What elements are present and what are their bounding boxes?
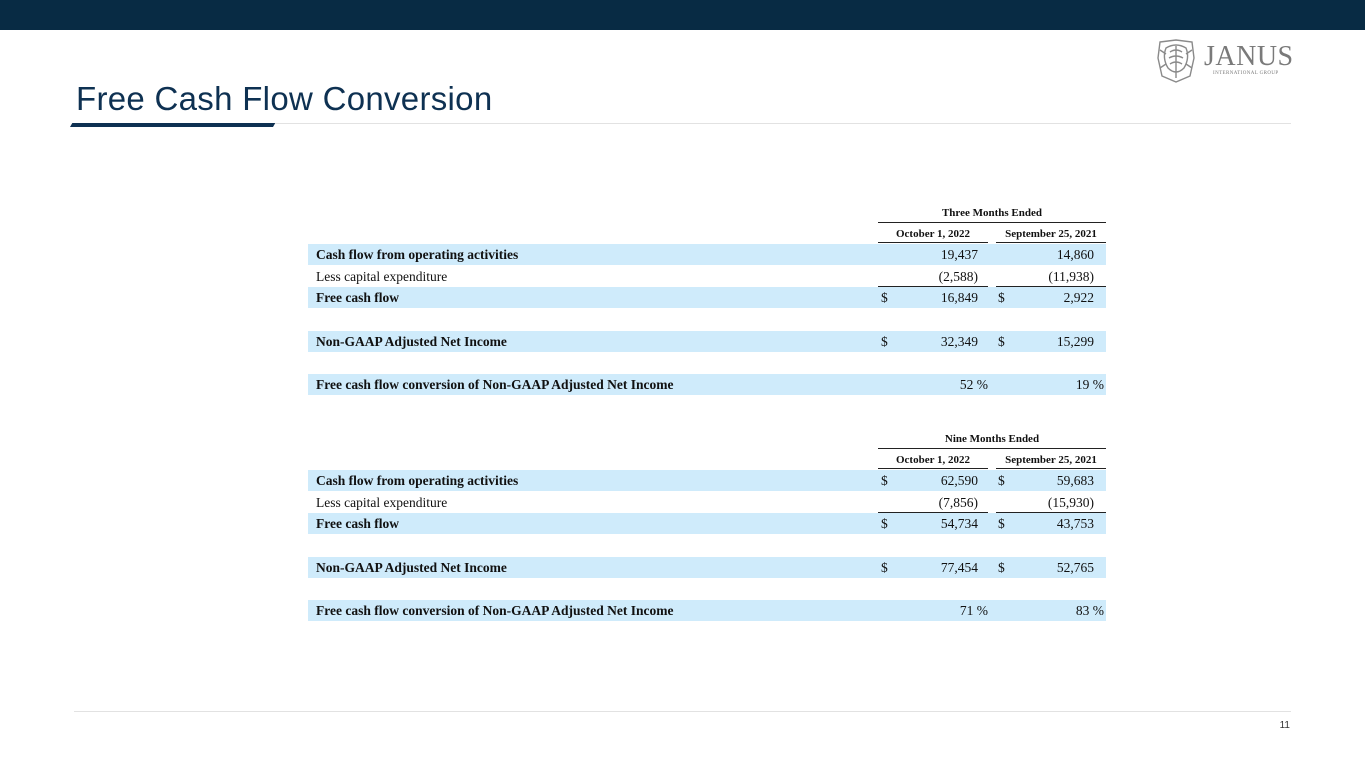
- table-row: [308, 331, 1106, 352]
- value-cell: 32,349: [940, 334, 978, 349]
- value-cell: 59,683: [1056, 473, 1094, 488]
- page-number: 11: [1279, 720, 1290, 731]
- row-label: Free cash flow conversion of Non-GAAP Adjusted Net Income: [316, 377, 674, 392]
- value-cell: 52 %: [959, 377, 988, 392]
- period-header: Nine Months Ended: [878, 432, 1106, 449]
- row-label: Non-GAAP Adjusted Net Income: [316, 334, 507, 349]
- value-cell: 77,454: [940, 560, 978, 575]
- currency-symbol: $: [881, 560, 888, 575]
- column-header: October 1, 2022: [878, 452, 988, 469]
- currency-symbol: $: [998, 516, 1005, 531]
- currency-symbol: $: [881, 473, 888, 488]
- three-months-table: [308, 206, 1106, 398]
- row-label: Free cash flow conversion of Non-GAAP Adjusted Net Income: [316, 603, 674, 618]
- row-label: Free cash flow: [316, 290, 399, 305]
- value-cell: 14,860: [1056, 247, 1094, 262]
- logo-wordmark: JANUS: [1204, 41, 1294, 72]
- column-header: September 25, 2021: [996, 226, 1106, 243]
- currency-symbol: $: [881, 290, 888, 305]
- row-label: Non-GAAP Adjusted Net Income: [316, 560, 507, 575]
- value-cell: 43,753: [1056, 516, 1094, 531]
- janus-emblem-icon: [1154, 38, 1198, 84]
- currency-symbol: $: [881, 516, 888, 531]
- currency-symbol: $: [998, 473, 1005, 488]
- footer-divider: [74, 711, 1291, 712]
- table-row: [308, 244, 1106, 265]
- period-header: Three Months Ended: [878, 206, 1106, 223]
- title-accent-bar: [70, 123, 275, 127]
- value-cell: 52,765: [1056, 560, 1094, 575]
- value-cell: (7,856): [938, 495, 978, 510]
- value-cell: 71 %: [959, 603, 988, 618]
- value-cell: 19,437: [940, 247, 978, 262]
- nine-months-table: [308, 432, 1106, 624]
- table-row: [308, 287, 1106, 308]
- currency-symbol: $: [881, 334, 888, 349]
- table-row: [308, 492, 1106, 513]
- row-label: Cash flow from operating activities: [316, 247, 519, 262]
- table-row: [308, 513, 1106, 534]
- value-cell: 2,922: [1063, 290, 1094, 305]
- value-cell: (11,938): [1048, 269, 1094, 284]
- value-cell: 62,590: [940, 473, 978, 488]
- row-label: Less capital expenditure: [316, 269, 448, 284]
- value-cell: (2,588): [938, 269, 978, 284]
- table-row: [308, 266, 1106, 287]
- column-header: October 1, 2022: [878, 226, 988, 243]
- row-label: Less capital expenditure: [316, 495, 448, 510]
- value-cell: (15,930): [1047, 495, 1094, 510]
- top-banner: [0, 0, 1365, 30]
- row-label: Free cash flow: [316, 516, 399, 531]
- table-row: [308, 557, 1106, 578]
- row-label: Cash flow from operating activities: [316, 473, 519, 488]
- page-title: Free Cash Flow Conversion: [76, 80, 493, 117]
- value-cell: 15,299: [1056, 334, 1094, 349]
- value-cell: 54,734: [940, 516, 978, 531]
- title-divider: [275, 123, 1291, 124]
- column-header: September 25, 2021: [996, 452, 1106, 469]
- value-cell: 83 %: [1075, 603, 1104, 618]
- table-row: [308, 374, 1106, 395]
- janus-logo: [1154, 38, 1294, 86]
- table-row: [308, 470, 1106, 491]
- currency-symbol: $: [998, 290, 1005, 305]
- table-row: [308, 600, 1106, 621]
- currency-symbol: $: [998, 334, 1005, 349]
- value-cell: 19 %: [1075, 377, 1104, 392]
- currency-symbol: $: [998, 560, 1005, 575]
- logo-subtitle: INTERNATIONAL GROUP: [1213, 71, 1279, 76]
- value-cell: 16,849: [940, 290, 978, 305]
